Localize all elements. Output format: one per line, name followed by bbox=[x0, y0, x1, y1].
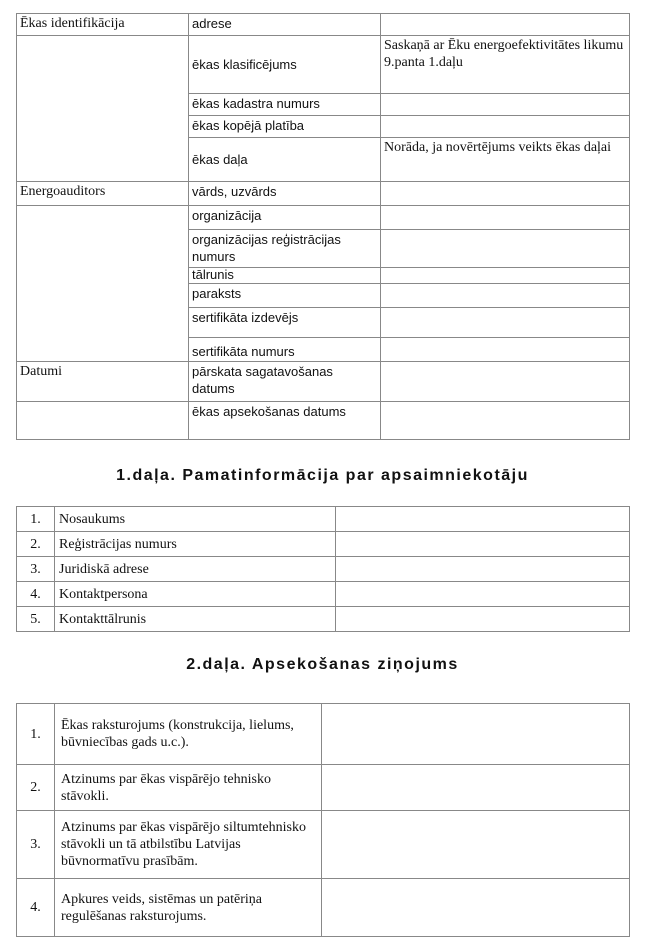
row-label: Kontakttālrunis bbox=[55, 607, 336, 632]
field-cert-issuer-label: sertifikāta izdevējs bbox=[189, 308, 381, 338]
row-label: Apkures veids, sistēmas un patēriņa regulēšanas raksturojums. bbox=[55, 879, 322, 937]
row-label: Kontaktpersona bbox=[55, 582, 336, 607]
field-signature-label: paraksts bbox=[189, 284, 381, 308]
field-org-reg-label: organizācijas reģistrācijas numurs bbox=[189, 230, 381, 268]
field-report-date-label: pārskata sagatavošanas datums bbox=[189, 362, 381, 402]
field-address-value[interactable] bbox=[381, 14, 630, 36]
field-area-value[interactable] bbox=[381, 116, 630, 138]
field-phone-value[interactable] bbox=[381, 268, 630, 284]
row-number: 3. bbox=[17, 811, 55, 879]
field-classification-note: Saskaņā ar Ēku energoefektivitātes likumu 9.panta 1.daļu bbox=[381, 36, 630, 94]
field-part-label: ēkas daļa bbox=[189, 138, 381, 182]
row-value[interactable] bbox=[336, 557, 630, 582]
row-number: 4. bbox=[17, 582, 55, 607]
field-name-label: vārds, uzvārds bbox=[189, 182, 381, 206]
group-label-dates: Datumi bbox=[17, 362, 189, 402]
row-number: 1. bbox=[17, 507, 55, 532]
passport-table bbox=[16, 13, 630, 440]
inspection-report-table bbox=[16, 703, 630, 937]
row-label: Nosaukums bbox=[55, 507, 336, 532]
field-inspection-date-value[interactable] bbox=[381, 402, 630, 440]
row-label: Atzinums par ēkas vispārējo siltumtehnisko stāvokli un tā atbilstību Latvijas būvnormatīvu prasībām. bbox=[55, 811, 322, 879]
row-label: Reģistrācijas numurs bbox=[55, 532, 336, 557]
group-label-building-id: Ēkas identifikācija bbox=[17, 14, 189, 36]
row-value[interactable] bbox=[322, 811, 630, 879]
field-part-note: Norāda, ja novērtējums veikts ēkas daļai bbox=[381, 138, 630, 182]
row-value[interactable] bbox=[336, 607, 630, 632]
section2-title: 2.daļa. Apsekošanas ziņojums bbox=[186, 656, 459, 673]
row-value[interactable] bbox=[336, 582, 630, 607]
row-number: 2. bbox=[17, 765, 55, 811]
row-value[interactable] bbox=[336, 532, 630, 557]
field-organization-label: organizācija bbox=[189, 206, 381, 230]
group-label-auditor: Energoauditors bbox=[17, 182, 189, 206]
row-value[interactable] bbox=[322, 879, 630, 937]
field-phone-label: tālrunis bbox=[189, 268, 381, 284]
row-label: Ēkas raksturojums (konstrukcija, lielums, būvniecības gads u.c.). bbox=[55, 704, 322, 765]
row-number: 3. bbox=[17, 557, 55, 582]
row-number: 1. bbox=[17, 704, 55, 765]
field-organization-value[interactable] bbox=[381, 206, 630, 230]
row-value[interactable] bbox=[322, 704, 630, 765]
field-cert-issuer-value[interactable] bbox=[381, 308, 630, 338]
row-number: 2. bbox=[17, 532, 55, 557]
row-value[interactable] bbox=[322, 765, 630, 811]
section1-title: 1.daļa. Pamatinformācija par apsaimniekotāju bbox=[116, 467, 529, 484]
field-cert-number-label: sertifikāta numurs bbox=[189, 338, 381, 362]
row-number: 4. bbox=[17, 879, 55, 937]
field-name-value[interactable] bbox=[381, 182, 630, 206]
field-inspection-date-label: ēkas apsekošanas datums bbox=[189, 402, 381, 440]
field-address-label: adrese bbox=[189, 14, 381, 36]
row-number: 5. bbox=[17, 607, 55, 632]
row-value[interactable] bbox=[336, 507, 630, 532]
field-report-date-value[interactable] bbox=[381, 362, 630, 402]
field-area-label: ēkas kopējā platība bbox=[189, 116, 381, 138]
manager-info-table bbox=[16, 506, 630, 632]
field-cadastre-label: ēkas kadastra numurs bbox=[189, 94, 381, 116]
field-classification-label: ēkas klasificējums bbox=[189, 36, 381, 94]
field-cert-number-value[interactable] bbox=[381, 338, 630, 362]
row-label: Juridiskā adrese bbox=[55, 557, 336, 582]
field-org-reg-value[interactable] bbox=[381, 230, 630, 268]
row-label: Atzinums par ēkas vispārējo tehnisko stāvokli. bbox=[55, 765, 322, 811]
field-cadastre-value[interactable] bbox=[381, 94, 630, 116]
field-signature-value[interactable] bbox=[381, 284, 630, 308]
